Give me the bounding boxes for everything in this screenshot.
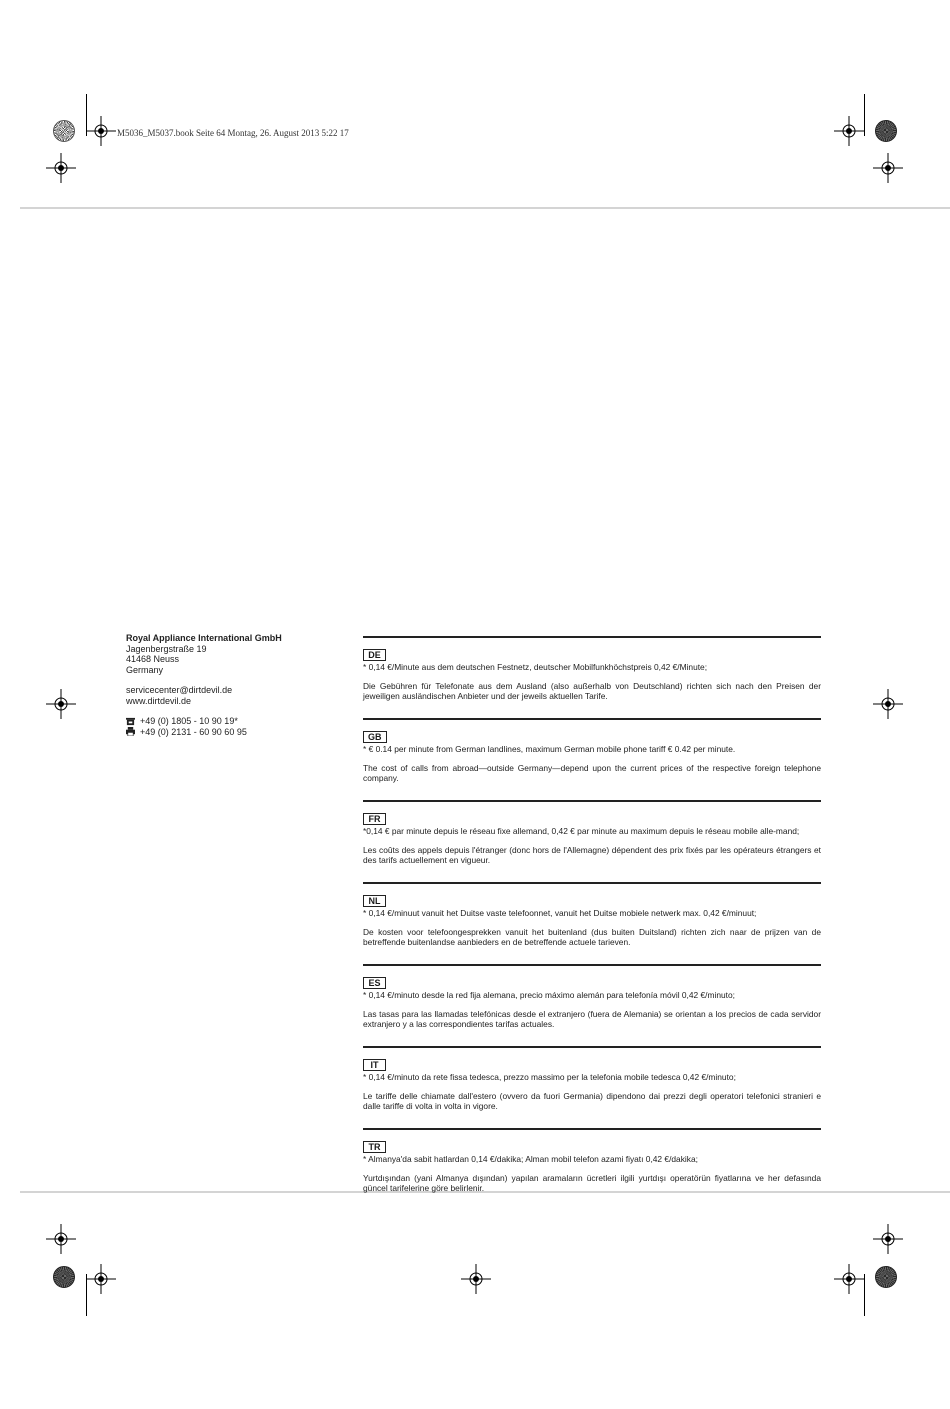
print-job-header: M5036_M5037.book Seite 64 Montag, 26. August 2013 5:22 17 [117,128,349,138]
notice-tariff-text: *0,14 € par minute depuis le réseau fixe allemand, 0,42 € par minute au maximum depuis le réseau mobile alle-mand; [363,826,800,836]
email-link[interactable]: servicecenter@dirtdevil.de [126,685,233,695]
notice-abroad-text: Yurtdışından (yani Almanya dışından) yapılan aramaların ücretleri ilgili yurtdışı operatörün fiyatlarına ve her defasında güncel tarifelerine göre belirlenir. [363,1173,821,1193]
registration-crosshair [86,116,116,146]
notice-es [363,964,821,1039]
fax-row [126,727,346,738]
color-registration-mark [875,1266,897,1288]
notice-tariff-text: * 0,14 €/Minute aus dem deutschen Festnetz, deutscher Mobilfunkhöchstpreis 0,42 €/Minute; [363,662,708,672]
language-code-badge: IT [363,1059,386,1071]
registration-crosshair [46,689,76,719]
fax-icon [126,727,135,736]
registration-crosshair [873,689,903,719]
notice-abroad-text: Les coûts des appels depuis l'étranger (donc hors de l'Allemagne) dépendent des prix fixés par les opérateurs étrangers et des tarifs actuellement en vigueur. [363,845,821,865]
language-code-badge: NL [363,895,386,907]
street: Jagenbergstraße 19 [126,643,207,654]
notice-fr [363,800,821,875]
color-registration-mark [53,1266,75,1288]
call-charge-notices [363,636,821,1210]
language-code-badge: DE [363,649,386,661]
color-registration-mark [875,120,897,142]
phone-row [126,716,346,727]
notice-de [363,636,821,711]
color-registration-mark [53,120,75,142]
language-code-badge: TR [363,1141,386,1153]
registration-crosshair [873,1224,903,1254]
company-address [126,633,346,737]
telephone-icon [126,717,135,726]
company-name: Royal Appliance International GmbH [126,633,282,643]
notice-abroad-text: De kosten voor telefoongesprekken vanuit het buitenland (dus buiten Duitsland) richten zich naar de prijzen van de betreffende buitenlandse aanbieders en de betreffende actuele tarieven. [363,927,821,947]
notice-gb [363,718,821,793]
country: Germany [126,664,164,675]
notice-tr [363,1128,821,1203]
registration-crosshair [834,1264,864,1294]
notice-tariff-text: * 0,14 €/minuto da rete fissa tedesca, prezzo massimo per la telefonia mobile tedesca 0,42 €/minuto; [363,1072,736,1082]
notice-abroad-text: Die Gebühren für Telefonate aus dem Ausland (also außerhalb von Deutschland) richten sich nach den Preisen der jeweiligen ausländischen Anbieter und der jeweils aktuellen Tarife. [363,681,821,701]
city: 41468 Neuss [126,654,180,664]
language-code-badge: ES [363,977,386,989]
registration-crosshair [461,1264,491,1294]
language-code-badge: GB [363,731,387,743]
registration-crosshair [86,1264,116,1294]
crop-mark [864,94,865,136]
crop-mark [864,1274,865,1316]
crop-mark [86,94,87,136]
notice-tariff-text: * 0,14 €/minuut vanuit het Duitse vaste telefoonnet, vanuit het Duitse mobiele netwerk max. 0,42 €/minuut; [363,908,757,918]
language-code-badge: FR [363,813,386,825]
notice-abroad-text: The cost of calls from abroad—outside Germany—depend upon the current prices of the respective foreign telephone company. [363,763,821,783]
website-link[interactable]: www.dirtdevil.de [126,695,192,706]
notice-tariff-text: * Almanya'da sabit hatlardan 0,14 €/dakika; Alman mobil telefon azami fiyatı 0,42 €/dakika; [363,1154,698,1164]
fax-number: +49 (0) 2131 - 60 90 60 95 [140,726,247,737]
registration-crosshair [46,1224,76,1254]
trim-line-top [20,207,950,209]
registration-crosshair [46,153,76,183]
crop-mark [86,1274,87,1316]
notice-tariff-text: * 0,14 €/minuto desde la red fija alemana, precio máximo alemán para telefonía móvil 0,42 €/minuto; [363,990,735,1000]
notice-tariff-text: * € 0.14 per minute from German landlines, maximum German mobile phone tariff € 0.42 per minute. [363,744,736,754]
registration-crosshair [873,153,903,183]
notice-it [363,1046,821,1121]
phone-number[interactable]: +49 (0) 1805 - 10 90 19* [140,716,238,726]
notice-nl [363,882,821,957]
notice-abroad-text: Le tariffe delle chiamate dall'estero (ovvero da fuori Germania) dipendono dai prezzi degli operatori telefonici stranieri e dalle tariffe di volta in volta in vigore. [363,1091,821,1111]
registration-crosshair [834,116,864,146]
notice-abroad-text: Las tasas para las llamadas telefónicas desde el extranjero (fuera de Alemania) se orientan a los precios de cada servidor extranjero y a las correspondientes tarifas actuales. [363,1009,821,1029]
